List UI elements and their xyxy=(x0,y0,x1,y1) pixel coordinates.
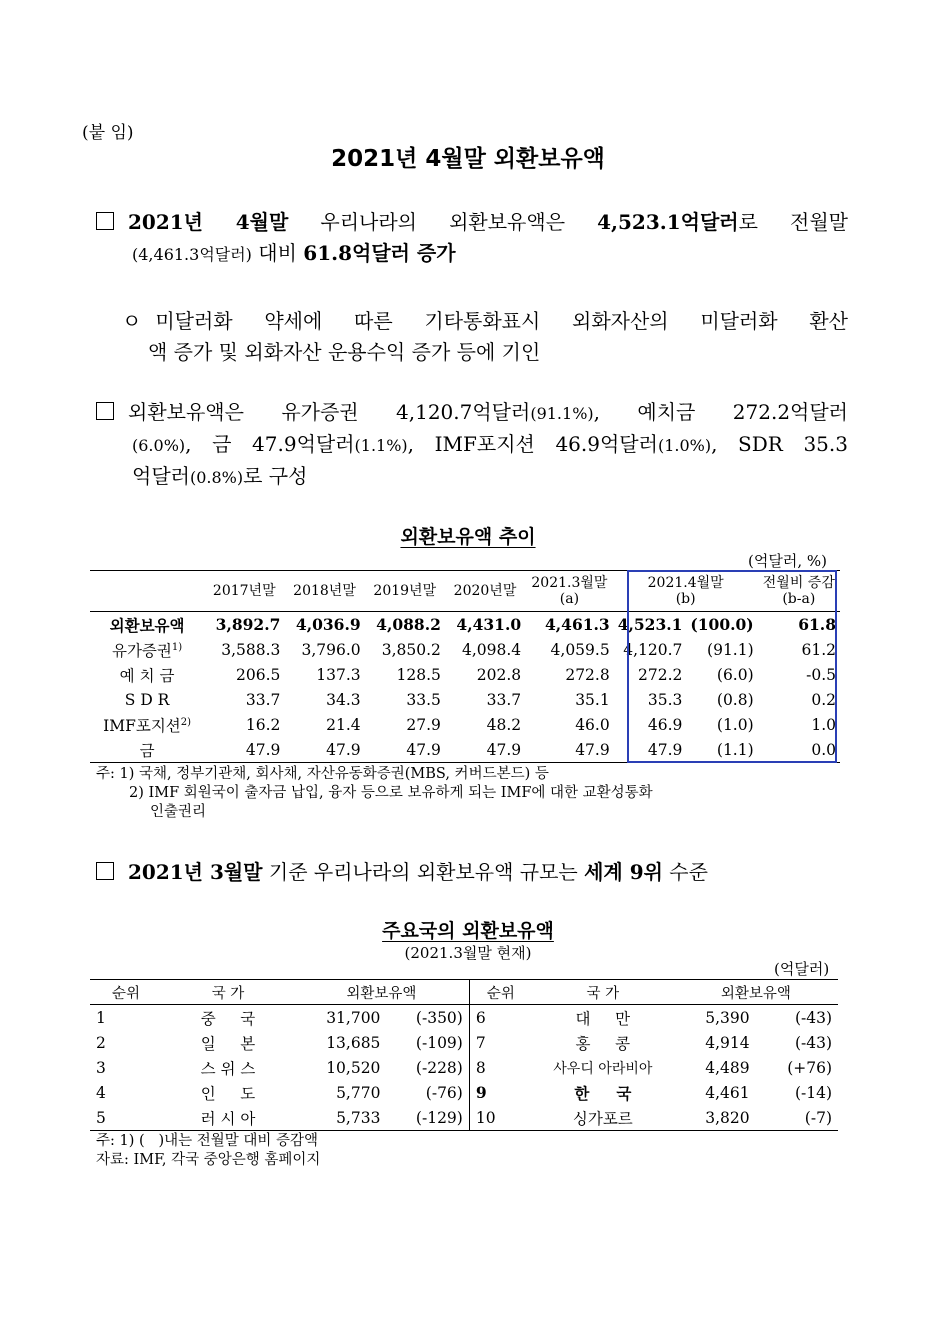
table-row xyxy=(90,662,840,687)
cell: 4,461.3 xyxy=(544,615,610,634)
cell: (1.0) xyxy=(716,715,754,734)
cell: 47.9 xyxy=(575,740,610,759)
cell: 47.9 xyxy=(245,740,281,759)
note: 인출권리 xyxy=(150,804,207,820)
table-header-row xyxy=(90,980,838,1005)
cell: 한 국 xyxy=(574,1083,632,1103)
cell: 47.9 xyxy=(406,740,441,759)
bullet-composition: 외환보유액은 유가증권 4,120.7억달러(91.1%), 예치금 272.2억달러 (6.0%), 금 47.9억달러(1.1%), IMF포지션 46.9억달러(1.0%), SDR 35.3 억달러(0.8%)로 구성 xyxy=(96,397,848,493)
cell: 3,588.3 xyxy=(221,640,281,659)
col-header: 국 가 xyxy=(211,985,245,1002)
cell: 4,461 xyxy=(705,1083,750,1102)
table-row xyxy=(90,1005,838,1031)
table2-unit: (억달러) xyxy=(774,960,830,978)
cell: 9 xyxy=(475,1083,487,1102)
cell: (-350) xyxy=(386,1005,469,1031)
checkbox-square-icon xyxy=(96,212,114,230)
cell: 4,489 xyxy=(705,1058,750,1077)
cell: 1 xyxy=(96,1008,106,1027)
row-label: 유가증권$^{1)}$ xyxy=(111,641,183,660)
cell: (+76) xyxy=(787,1058,832,1077)
cell: 35.3 xyxy=(647,690,683,709)
cell: 중 국 xyxy=(200,1009,256,1028)
cell: (-43) xyxy=(794,1008,832,1027)
cell: 0.0 xyxy=(811,740,836,759)
table1-caption: 외환보유액 추이 xyxy=(400,526,536,548)
cell: 3,892.7 xyxy=(215,615,281,634)
col-header: 2021.3월말 (a) xyxy=(531,575,608,607)
cell: 4,059.5 xyxy=(550,640,610,659)
table-row xyxy=(90,1030,838,1055)
cell: 34.3 xyxy=(326,690,361,709)
cell: (91.1) xyxy=(707,640,754,659)
cell: 8 xyxy=(475,1058,486,1077)
cell: 5 xyxy=(96,1108,106,1127)
note: 주: 1) 국채, 정부기관채, 회사채, 자산유동화증권(MBS, 커버드본드) 등 xyxy=(96,766,549,782)
sub-bullet-reason: ㅇ 미달러화 약세에 따른 기타통화표시 외화자산의 미달러화 환산 액 증가 및 외화자산 운용수익 증가 등에 기인 xyxy=(122,309,848,364)
row-label: S D R xyxy=(124,690,170,709)
cell: 홍 콩 xyxy=(575,1034,631,1053)
table-row xyxy=(90,712,840,737)
cell: 싱가포르 xyxy=(572,1109,633,1128)
col-header: 외환보유액 xyxy=(720,985,791,1002)
cell: 4,088.2 xyxy=(376,615,441,634)
cell: 5,733 xyxy=(336,1108,381,1127)
table-row xyxy=(90,1055,838,1080)
col-header: 2020년말 xyxy=(453,583,517,599)
cell: 128.5 xyxy=(396,665,441,684)
cell: (6.0) xyxy=(716,665,754,684)
table-row xyxy=(90,1105,838,1131)
cell: 인 도 xyxy=(200,1084,256,1103)
cell: 4,036.9 xyxy=(295,615,361,634)
cell: 4,523.1 xyxy=(617,615,683,634)
col-header: 2019년말 xyxy=(373,583,437,599)
cell: 272.2 xyxy=(638,665,683,684)
table2-caption: 주요국의 외환보유액 xyxy=(382,920,554,942)
table-row xyxy=(90,612,840,638)
major-countries-table xyxy=(90,979,838,1131)
cell: (-109) xyxy=(386,1030,469,1055)
table-row xyxy=(90,1080,838,1105)
table-row xyxy=(90,737,840,763)
table2-subcaption: (2021.3월말 현재) xyxy=(404,944,532,962)
note: 자료: IMF, 각국 중앙은행 홈페이지 xyxy=(96,1152,321,1168)
cell: 47.9 xyxy=(647,740,683,759)
note: 2) IMF 회원국이 출자금 납입, 융자 등으로 보유하게 되는 IMF에 대한 교환성통화 xyxy=(129,785,653,801)
cell: (-228) xyxy=(386,1055,469,1080)
note: 주: 1) ( )내는 전월말 대비 증감액 xyxy=(96,1133,319,1149)
cell: (100.0) xyxy=(690,615,754,634)
cell: (-14) xyxy=(794,1083,832,1102)
table1-unit: (억달러, %) xyxy=(748,552,827,570)
cell: 13,685 xyxy=(326,1033,381,1052)
cell: 러 시 아 xyxy=(200,1109,256,1128)
cell: 0.2 xyxy=(811,690,836,709)
cell: 46.0 xyxy=(575,715,610,734)
col-header: 전월비 증감 (b-a) xyxy=(762,575,835,607)
checkbox-square-icon xyxy=(96,402,114,420)
bullet-total-reserves: 2021년 4월말 우리나라의 외환보유액은 4,523.1억달러로 전월말 (4,461.3억달러) 대비 61.8억달러 증가 xyxy=(96,207,848,270)
cell: 206.5 xyxy=(236,665,281,684)
attachment-label: (붙 임) xyxy=(82,123,134,143)
cell: 137.3 xyxy=(316,665,361,684)
cell: 4,098.4 xyxy=(461,640,522,659)
cell: (0.8) xyxy=(716,690,754,709)
cell: 33.7 xyxy=(245,690,281,709)
cell: 3,820 xyxy=(705,1108,750,1127)
cell: 5,770 xyxy=(336,1083,381,1102)
cell: 47.9 xyxy=(326,740,361,759)
cell: (-129) xyxy=(386,1105,469,1131)
cell: 대 만 xyxy=(575,1009,631,1028)
cell: 61.8 xyxy=(798,615,836,634)
cell: -0.5 xyxy=(806,665,836,684)
cell: 10,520 xyxy=(326,1058,381,1077)
page-title: 2021년 4월말 외환보유액 xyxy=(331,146,605,172)
cell: 16.2 xyxy=(245,715,281,734)
cell: 3 xyxy=(96,1058,106,1077)
table-row xyxy=(90,687,840,712)
cell: 33.5 xyxy=(406,690,441,709)
cell: 7 xyxy=(475,1033,486,1052)
cell: 47.9 xyxy=(486,740,522,759)
row-label: 금 xyxy=(139,741,155,760)
bullet-world-rank: 2021년 3월말 기준 우리나라의 외환보유액 규모는 세계 9위 수준 xyxy=(96,857,848,888)
cell: 202.8 xyxy=(476,665,522,684)
reserves-trend-table xyxy=(90,570,840,763)
cell: 스 위 스 xyxy=(200,1059,256,1078)
col-header: 2021.4월말 (b) xyxy=(647,575,724,607)
table-header-row xyxy=(90,571,840,612)
cell: 31,700 xyxy=(326,1008,381,1027)
row-label: 외환보유액 xyxy=(109,615,185,635)
cell: 사우디 아라비아 xyxy=(553,1060,653,1077)
cell: 5,390 xyxy=(705,1008,750,1027)
cell: (1.1) xyxy=(716,740,754,759)
col-header: 순위 xyxy=(111,985,140,1002)
cell: 61.2 xyxy=(801,640,836,659)
cell: 46.9 xyxy=(647,715,683,734)
col-header: 2018년말 xyxy=(293,583,356,599)
table1-notes xyxy=(96,765,653,822)
cell: 4,120.7 xyxy=(623,640,683,659)
cell: 10 xyxy=(475,1108,496,1127)
cell: 4,914 xyxy=(705,1033,750,1052)
row-label: IMF포지션$^{2)}$ xyxy=(103,716,192,735)
cell: 2 xyxy=(96,1033,106,1052)
cell: 27.9 xyxy=(406,715,441,734)
col-header: 외환보유액 xyxy=(294,980,469,1005)
cell: (-43) xyxy=(794,1033,832,1052)
cell: 일 본 xyxy=(200,1034,256,1053)
cell: 33.7 xyxy=(486,690,522,709)
cell: 21.4 xyxy=(326,715,361,734)
table-row xyxy=(90,637,840,662)
cell: (-76) xyxy=(386,1080,469,1105)
cell: 272.8 xyxy=(565,665,610,684)
cell: 3,850.2 xyxy=(381,640,441,659)
col-header: 국 가 xyxy=(586,985,620,1002)
cell: 3,796.0 xyxy=(301,640,361,659)
cell: (-7) xyxy=(804,1108,832,1127)
cell: 4,431.0 xyxy=(456,615,522,634)
cell: 1.0 xyxy=(811,715,836,734)
cell: 35.1 xyxy=(575,690,610,709)
cell: 6 xyxy=(475,1008,486,1027)
cell: 4 xyxy=(96,1083,106,1102)
col-header: 2017년말 xyxy=(212,583,276,599)
circle-bullet-icon: ㅇ xyxy=(122,309,142,333)
checkbox-square-icon xyxy=(96,862,114,880)
row-label: 예 치 금 xyxy=(119,666,175,685)
col-header: 순위 xyxy=(486,985,515,1002)
table2-notes xyxy=(96,1132,320,1170)
cell: 48.2 xyxy=(486,715,522,734)
